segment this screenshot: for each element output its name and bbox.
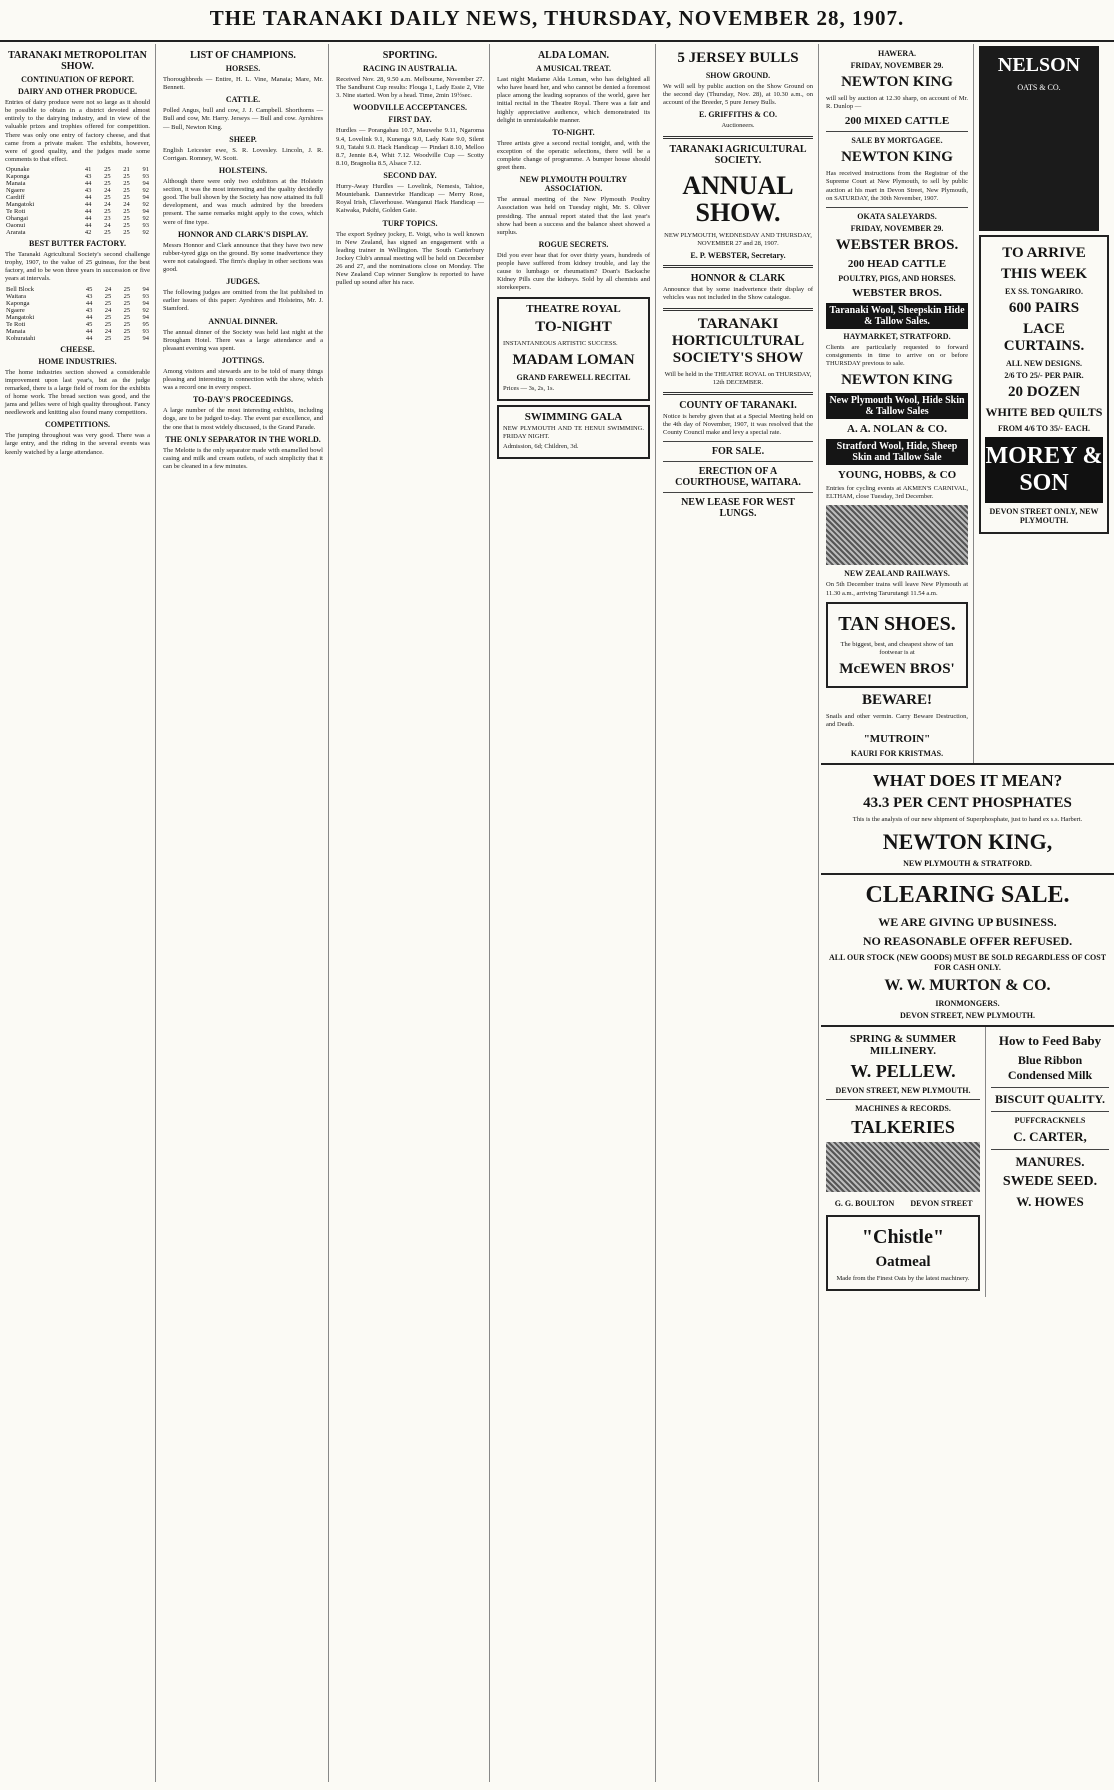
advert-sub: WE ARE GIVING UP BUSINESS. xyxy=(878,914,1057,929)
advert-title: BISCUIT QUALITY. xyxy=(994,1091,1106,1106)
article-text: Although there were only two exhibitors at the Holstein section, it was the most interesting and the quality decidedly good. The bull shown by the Society has now attained its full development, and was much admired by the breeders present. The same remarks might apply to the cows, which were of fine type. xyxy=(163,177,323,226)
advert-firm: C. CARTER, xyxy=(1013,1128,1087,1144)
advert-question: WHAT DOES IT MEAN? xyxy=(872,771,1063,791)
table-cell: 25 xyxy=(123,215,130,222)
morey-logo: MOREY & SON xyxy=(985,437,1103,503)
section-heading: BEST BUTTER FACTORY. xyxy=(28,239,126,248)
table-cell: 25 xyxy=(123,173,130,180)
table-cell: 44 xyxy=(84,208,92,215)
table-cell: 43 xyxy=(84,187,92,194)
table-cell: 25 xyxy=(123,187,130,194)
section-heading: A MUSICAL TREAT. xyxy=(536,64,611,73)
nelson-advert xyxy=(979,46,1109,231)
advert-text: NEW PLYMOUTH, WEDNESDAY AND THURSDAY, NOVEMBER 27 and 28, 1907. xyxy=(664,232,812,248)
article-text: Thoroughbreds — Entire, H. L. Vine, Manaia; Mare, Mr. Bennett. xyxy=(163,76,323,92)
advert-sub: EX SS. TONGARIRO. xyxy=(1005,287,1083,296)
article-text: Hurdles — Porangahau 10.7, Mauwehe 9.11, Ngaroma 9.4, Lovelink 9.1, Kunenga 9.0, Lady Kate 9.0, Silent 9.0, Tatahi 9.0. Hack Handicap — Pindari 8.10, Melloo 8.7, Jennie 8.4, Whit 7.12. Woodville Cup — Scotty 8.10, Bragnolia 8.5, Alsace 7.12. xyxy=(336,127,484,167)
curtains-advert xyxy=(979,235,1109,534)
advert-text: This is the analysis of our new shipment of Superphosphate, just to hand ex s.s. Harbert. xyxy=(852,816,1083,824)
table-cell: 43 xyxy=(84,173,92,180)
gramophone-illustration xyxy=(826,1142,980,1192)
masthead xyxy=(0,0,1114,42)
results-table-dairy xyxy=(5,166,150,236)
article-text: The Melotte is the only separator made with enamelled bowl casing and milk and cream outlets, of such simplicity that it can be cleaned in a few minutes. xyxy=(163,446,323,470)
table-row xyxy=(5,286,150,293)
nelson-oats-illustration xyxy=(979,46,1099,231)
table-cell: 25 xyxy=(104,229,111,236)
advert-price: FROM 4/6 TO 35/- EACH. xyxy=(998,424,1090,433)
article-text: Among visitors and stewards are to be told of many things pleasing and interesting in connection with the show, which was a record one in every respect. xyxy=(163,367,323,392)
notice-firm: WEBSTER BROS. xyxy=(835,236,959,253)
table-cell: 44 xyxy=(85,327,93,335)
table-cell: 25 xyxy=(104,334,112,342)
column-adverts xyxy=(821,44,1114,1782)
notice-heading: SALE BY MORTGAGEE. xyxy=(851,136,943,146)
article-text: Hurry-Away Hurdles — Lovelink, Nemesis, Tahioe, Mountebank. Dannevirke Handicap — Merry Rose, Royal Irish, Claverhouse. Wanganui Hack Handicap — Kaiwaka, Pakihi, Golden Gate. xyxy=(336,183,484,215)
notice-text: Clients are particularly requested to forward consignments in time to arrive on or before THURSDAY previous to sale. xyxy=(826,343,968,367)
table-cell: Mangatoki xyxy=(6,313,35,321)
advert-line: NO REASONABLE OFFER REFUSED. xyxy=(862,933,1073,948)
table-cell: 92 xyxy=(142,187,149,194)
table-row xyxy=(5,222,150,229)
section-heading: TURF TOPICS. xyxy=(382,218,438,228)
table-cell: 25 xyxy=(123,180,130,187)
table-cell: 94 xyxy=(142,285,149,293)
table-row xyxy=(5,194,150,201)
table-cell: Manaia xyxy=(6,327,26,335)
advert-title: MACHINES & RECORDS. xyxy=(855,1103,951,1113)
table-cell: 94 xyxy=(142,208,149,215)
table-cell: 92 xyxy=(142,306,149,314)
table-row xyxy=(5,180,150,187)
table-cell: 25 xyxy=(104,194,111,201)
advert-firm: E. GRIFFITHS & CO. xyxy=(698,110,777,120)
advert-address: DEVON STREET xyxy=(910,1198,973,1208)
section-heading: COMPETITIONS. xyxy=(44,420,111,430)
section-heading: SECOND DAY. xyxy=(383,171,437,180)
notice-heading: HAWERA. xyxy=(877,49,916,58)
table-row xyxy=(5,208,150,215)
advert-trade: IRONMONGERS. xyxy=(935,998,1000,1008)
article-subheading: CONTINUATION OF REPORT. xyxy=(21,75,134,84)
table-cell: 25 xyxy=(123,229,130,236)
advert-big: TAN SHOES. xyxy=(838,612,956,635)
advert-firm-role: Auctioneers. xyxy=(721,122,755,130)
table-cell: 25 xyxy=(123,327,131,335)
advert-big: WHITE BED QUILTS xyxy=(985,405,1103,419)
notice-banner: Taranaki Wool, Sheepskin Hide & Tallow Sales. xyxy=(826,303,968,329)
table-cell: Bell Block xyxy=(6,285,34,293)
table-cell: Kaponga xyxy=(6,299,30,307)
railway-illustration xyxy=(826,505,968,565)
table-cell: Ngaere xyxy=(6,306,25,314)
advert-prices: Prices — 3s, 2s, 1s. xyxy=(503,384,555,392)
table-cell: 25 xyxy=(104,313,112,321)
swimming-advert xyxy=(497,405,650,459)
table-cell: Kaponga xyxy=(6,173,30,180)
advert-price: 2/6 TO 25/- PER PAIR. xyxy=(1004,371,1084,380)
advert-firm: W. W. MURTON & CO. xyxy=(884,976,1051,994)
theatre-advert xyxy=(497,297,650,401)
advert-secretary: E. P. WEBSTER, Secretary. xyxy=(690,251,786,261)
advert-address: DEVON STREET, NEW PLYMOUTH. xyxy=(835,1085,971,1095)
advert-firm: W. HOWES xyxy=(1016,1193,1084,1209)
table-row xyxy=(5,215,150,222)
section-heading: HOME INDUSTRIES. xyxy=(38,356,117,366)
table-row xyxy=(5,314,150,321)
advert-text: ALL OUR STOCK (NEW GOODS) MUST BE SOLD REGARDLESS OF COST FOR CASH ONLY. xyxy=(828,952,1107,972)
column-show-report xyxy=(0,44,156,1782)
table-cell: 44 xyxy=(84,215,92,222)
table-cell: 25 xyxy=(123,334,131,342)
section-heading: TO-DAY'S PROCEEDINGS. xyxy=(192,395,294,405)
shoes-advert xyxy=(826,602,968,688)
table-cell: 92 xyxy=(142,215,149,222)
notice-firm: NEWTON KING xyxy=(841,74,953,90)
advert-address: NEW PLYMOUTH & STRATFORD. xyxy=(903,859,1032,869)
oatmeal-advert xyxy=(826,1215,980,1291)
table-cell: 43 xyxy=(85,306,93,314)
table-row xyxy=(5,187,150,194)
notice-heading: POULTRY, PIGS, AND HORSES. xyxy=(838,273,956,283)
notice-text: Snails and other vermin. Carry Beware Destruction, and Death. xyxy=(826,712,968,728)
nelson-logo-text: NELSON xyxy=(997,54,1081,76)
table-cell: 25 xyxy=(123,320,131,328)
article-heading: ALDA LOMAN. xyxy=(537,50,610,61)
article-text: The export Sydney jockey, E. Voigt, who is well known in New Zealand, has signed an engagement with a leading trainer in Wellington. The South Canterbury Jockey Club's annual meeting will be held on December 26 and 27, and the nominations close on Monday. The New Zealand Cup winner Sunglow is reported to have pulled up sound after his race. xyxy=(336,230,484,287)
article-heading: TARANAKI METROPOLITAN SHOW. xyxy=(8,50,147,72)
article-text: English Leicester ewe, S. R. Lovesley. Lincoln, J. R. Corrigan. Romney, W. Scott. xyxy=(163,146,323,162)
notice-firm: "MUTROIN" xyxy=(863,733,931,746)
table-cell: 24 xyxy=(104,201,111,208)
section-heading: SHEEP. xyxy=(229,134,257,144)
advert-text: We will sell by public auction on the Show Ground on the second day (Thursday, Nov. 28), at 10.30 a.m., on account of the Breeder, 5 pure Jersey Bulls. xyxy=(663,83,813,107)
table-cell: 44 xyxy=(84,180,92,187)
table-cell: 93 xyxy=(142,327,149,335)
table-cell: Te Roti xyxy=(6,320,26,328)
advert-big: 43.3 PER CENT PHOSPHATES xyxy=(863,795,1072,812)
table-cell: 25 xyxy=(104,180,111,187)
advert-title: 5 JERSEY BULLS xyxy=(677,50,799,66)
display-adverts xyxy=(974,44,1114,763)
table-cell: 21 xyxy=(123,166,130,173)
notice-firm: NEWTON KING xyxy=(841,372,953,389)
table-row xyxy=(5,307,150,314)
section-heading: HORSES. xyxy=(225,64,261,73)
notice-firm: BEWARE! xyxy=(861,691,932,708)
newspaper-title: THE TARANAKI DAILY NEWS, THURSDAY, NOVEMBER 28, 1907. xyxy=(209,6,905,30)
advert-address: DEVON STREET ONLY, NEW PLYMOUTH. xyxy=(989,507,1099,525)
column-notices xyxy=(658,44,819,1782)
article-heading: SPORTING. xyxy=(382,50,438,61)
section-heading: RACING IN AUSTRALIA. xyxy=(362,64,457,73)
table-cell: 25 xyxy=(123,292,131,300)
article-text: Polled Angus, bull and cow, J. J. Campbell. Shorthorns — Bull and cow, Mr. Harry. Jerseys — Bull and cow. Ayrshires — Bull, Newton King. xyxy=(163,107,323,131)
notice-text: will sell by auction at 12.30 sharp, on account of Mr. R. Dunlop — xyxy=(826,95,968,111)
advert-firm: G. G. BOULTON xyxy=(834,1198,895,1208)
column-music xyxy=(492,44,656,1782)
table-cell: 24 xyxy=(104,187,111,194)
table-cell: Waitara xyxy=(6,292,27,300)
section-heading: ANNUAL DINNER. xyxy=(208,316,278,326)
table-row xyxy=(5,300,150,307)
advert-firm: McEWEN BROS' xyxy=(839,660,955,677)
table-cell: 25 xyxy=(104,208,111,215)
table-cell: 24 xyxy=(104,306,112,314)
table-cell: 24 xyxy=(123,201,130,208)
notice-text: Has received instructions from the Registrar of the Supreme Court at New Plymouth, to sell by public auction at his mart in Devon Street, New Plymouth, on SATURDAY, the 30th November, 1907. xyxy=(826,170,968,202)
table-cell: 24 xyxy=(104,222,111,229)
table-cell: 25 xyxy=(104,320,112,328)
notice-heading: NEW ZEALAND RAILWAYS. xyxy=(844,569,950,579)
table-cell: Te Roti xyxy=(6,208,26,215)
notice-big: 200 MIXED CATTLE xyxy=(844,115,950,128)
article-text: A large number of the most interesting exhibits, including dogs, are to be judged to-day. The event par excellence, and the one that is most widely discussed, is the Grand Parade. xyxy=(163,407,323,431)
table-cell: Oaonui xyxy=(6,222,26,229)
section-heading: HONNOR AND CLARK'S DISPLAY. xyxy=(177,229,309,239)
advert-text: Made from the Finest Oats by the latest machinery. xyxy=(836,1274,970,1282)
table-row xyxy=(5,335,150,342)
advert-title: SPRING & SUMMER MILLINERY. xyxy=(849,1032,957,1057)
advert-title: COUNTY OF TARANAKI. xyxy=(679,399,797,411)
table-row xyxy=(5,173,150,180)
table-row xyxy=(5,201,150,208)
table-cell: 45 xyxy=(85,320,93,328)
advert-title: NEW LEASE FOR WEST LUNGS. xyxy=(681,497,795,520)
article-text: The following judges are omitted from the list published in earlier issues of this paper: Ayrshires and Holsteins, Mr. J. Stamford. xyxy=(163,289,323,313)
advert-firm: NEWTON KING, xyxy=(882,829,1053,855)
table-cell: 25 xyxy=(123,306,131,314)
section-heading: NEW PLYMOUTH POULTRY ASSOCIATION. xyxy=(519,175,628,194)
article-text: Did you ever hear that for over thirty years, hundreds of people have suffered from kidney trouble, and lay the cause to lumbago or rheumatism? Doan's Backache Kidney Pills cure the kidneys. Sold by all chemists and storekeepers. xyxy=(497,251,650,292)
side-adverts xyxy=(986,1027,1114,1297)
advert-big: 20 DOZEN xyxy=(1007,384,1081,400)
advert-big: TALKERIES xyxy=(851,1116,955,1137)
table-cell: 92 xyxy=(142,201,149,208)
advert-title: THEATRE ROYAL xyxy=(526,302,621,315)
table-cell: Opunake xyxy=(6,166,30,173)
notice-heading: HAYMARKET, STRATFORD. xyxy=(843,331,951,341)
advert-title: SWIMMING GALA xyxy=(524,410,623,423)
advert-big: CLEARING SALE. xyxy=(865,882,1070,909)
notice-firm: WEBSTER BROS. xyxy=(852,286,942,299)
article-text: The jumping throughout was very good. There was a large entry, and the riding in the several events was keenly watched by a large attendance. xyxy=(5,432,150,456)
table-cell: 25 xyxy=(123,222,130,229)
article-text: The Taranaki Agricultural Society's second challenge trophy, 1907, to the value of 25 guineas, for the best factory, and to be won three years in succession or five years at intervals. xyxy=(5,251,150,283)
article-text: The annual dinner of the Society was held last night at the Brougham Hotel. There was a large attendance and a pleasant evening was spent. xyxy=(163,328,323,352)
table-cell: 94 xyxy=(142,194,149,201)
notice-firm: A. A. NOLAN & CO. xyxy=(847,423,947,436)
table-cell: 44 xyxy=(85,313,93,321)
table-cell: Manaia xyxy=(6,180,26,187)
table-cell: 93 xyxy=(142,292,149,300)
advert-subtitle: TO-NIGHT xyxy=(535,318,612,335)
table-cell: 43 xyxy=(85,292,93,300)
table-cell: 24 xyxy=(104,327,112,335)
advert-firm: W. PELLEW. xyxy=(850,1060,956,1081)
table-cell: 25 xyxy=(123,208,130,215)
table-cell: 24 xyxy=(104,285,112,293)
table-cell: 25 xyxy=(104,299,112,307)
table-cell: 93 xyxy=(142,222,149,229)
column-sporting xyxy=(331,44,490,1782)
table-cell: 25 xyxy=(123,285,131,293)
notice-heading: FRIDAY, NOVEMBER 29. xyxy=(850,61,944,70)
advert-title: PUFFCRACKNELS xyxy=(1014,1115,1086,1125)
notice-text: On 5th December trains will leave New Plymouth at 11.30 a.m., arriving Tarurutangi 11.54 a.m. xyxy=(826,581,968,597)
table-cell: 42 xyxy=(84,229,92,236)
notice-firm: YOUNG, HOBBS, & CO xyxy=(837,469,957,482)
table-cell: 45 xyxy=(85,285,93,293)
advert-subtitle: SHOW GROUND. xyxy=(705,71,771,80)
table-cell: Ohangai xyxy=(6,215,29,222)
table-cell: 95 xyxy=(142,320,149,328)
section-heading: JUDGES. xyxy=(226,277,260,287)
article-text: Entries of dairy produce were not so large as it should be possible to obtain in a district devoted almost entirely to the dairying industry, and in view of the valuable prizes and trophies offered for competition. There was only one entry of factory cheese, and that came from a private maker. The exhibits, however, were of good quality, and the judges made some comments to that effect. xyxy=(5,99,150,163)
advert-title: ERECTION OF A COURTHOUSE, WAITARA. xyxy=(675,466,801,489)
table-cell: Ngaere xyxy=(6,187,25,194)
table-cell: 94 xyxy=(142,180,149,187)
table-cell: 25 xyxy=(104,166,111,173)
table-row xyxy=(5,321,150,328)
table-cell: Cardiff xyxy=(6,194,25,201)
notice-heading: OKATA SALEYARDS. xyxy=(857,211,937,221)
notice-banner: Stratford Wool, Hide, Sheep Skin and Tallow Sale xyxy=(826,439,968,465)
advert-title: TARANAKI HORTICULTURAL SOCIETY'S SHOW xyxy=(671,315,805,366)
advert-sub: ALL NEW DESIGNS. xyxy=(1005,359,1083,368)
section-heading: CATTLE. xyxy=(225,95,261,105)
clearing-sale-advert xyxy=(821,873,1114,1024)
table-cell: 94 xyxy=(142,313,149,321)
advert-big: SWEDE SEED. xyxy=(1002,1173,1098,1189)
table-cell: 25 xyxy=(104,292,112,300)
section-heading: ROGUE SECRETS. xyxy=(538,239,609,249)
sale-notices xyxy=(821,44,974,763)
table-row xyxy=(5,293,150,300)
section-heading: JOTTINGS. xyxy=(221,355,265,365)
notice-big: 200 HEAD CATTLE xyxy=(847,257,947,270)
table-cell: 25 xyxy=(123,313,131,321)
advert-prices: Admission, 6d; Children, 3d. xyxy=(503,443,579,450)
advert-text: Notice is hereby given that at a Special Meeting held on the 4th day of November, 1907, it was resolved that the County Council make and levy a special rate. xyxy=(663,412,813,437)
table-cell: Kohuratahi xyxy=(6,334,36,342)
table-cell: 25 xyxy=(104,173,111,180)
advert-big: LACE CURTAINS. xyxy=(1003,321,1085,354)
notice-heading: KAURI FOR KRISTMAS. xyxy=(850,749,944,759)
advert-name: MADAM LOMAN xyxy=(512,351,635,368)
advert-text: Announce that by some inadvertence their display of vehicles was not included in the Show catalogue. xyxy=(663,286,813,302)
section-heading: HOLSTEINS. xyxy=(218,165,268,175)
article-text: Three artists give a second recital tonight, and, with the exception of the operatic selections, there will be a complete change of programme. A bumper house should greet them. xyxy=(497,139,650,172)
advert-text: INSTANTANEOUS ARTISTIC SUCCESS. xyxy=(503,339,618,347)
section-heading: DAIRY AND OTHER PRODUCE. xyxy=(18,87,137,96)
advert-text: The biggest, best, and cheapest show of tan footwear is at xyxy=(840,640,954,656)
section-heading: WOODVILLE ACCEPTANCES. xyxy=(352,103,468,113)
article-text: The home industries section showed a considerable improvement upon last year's, but as the judge remarked, there is a large field of room for the exhibits of home work. The bread section was good, and the jams and jellies were of high quality throughout. Fancy needlework and knitting also found many competitors. xyxy=(5,368,150,417)
notice-firm: NEWTON KING xyxy=(841,149,953,166)
table-cell: 44 xyxy=(85,334,93,342)
article-text: Received Nov. 28, 9.50 a.m. Melbourne, November 27. The Sandhurst Cup results: Flouga 1, Lady Essie 2, Vite 3. Nine started. Won by a head. Time, 2min 19½sec. xyxy=(336,76,484,100)
phosphate-advert xyxy=(821,763,1114,873)
advert-title: How to Feed Baby xyxy=(998,1032,1102,1048)
table-cell: 91 xyxy=(142,166,149,173)
advert-text: Will be held in the THEATRE ROYAL on THURSDAY, 12th DECEMBER. xyxy=(664,370,812,386)
advert-big: "Chistle" xyxy=(861,1225,945,1248)
notice-heading: FRIDAY, NOVEMBER 29. xyxy=(850,223,944,233)
article-heading: LIST OF CHAMPIONS. xyxy=(190,50,296,61)
advert-title: Blue Ribbon Condensed Milk xyxy=(1007,1052,1093,1082)
nelson-tagline: OATS & CO. xyxy=(1017,83,1061,92)
table-cell: 41 xyxy=(84,166,92,173)
table-cell: 25 xyxy=(123,194,130,201)
section-heading: THE ONLY SEPARATOR IN THE WORLD. xyxy=(165,434,321,444)
table-cell: 94 xyxy=(142,334,149,342)
table-row xyxy=(5,328,150,335)
section-heading: FIRST DAY. xyxy=(388,115,432,125)
table-cell: 44 xyxy=(84,222,92,229)
table-cell: 93 xyxy=(142,173,149,180)
advert-text: NEW PLYMOUTH AND TE HENUI SWIMMING. FRIDAY NIGHT. xyxy=(503,424,644,440)
table-cell: 44 xyxy=(84,194,92,201)
table-cell: 25 xyxy=(123,299,131,307)
advert-sub: Oatmeal xyxy=(875,1253,931,1270)
table-row xyxy=(5,229,150,236)
table-cell: Mangatoki xyxy=(6,201,35,208)
advert-detail: GRAND FAREWELL RECITAL xyxy=(516,372,631,382)
advert-big: ANNUAL SHOW. xyxy=(682,170,794,227)
table-cell: Ararata xyxy=(6,229,26,236)
section-heading: CHEESE. xyxy=(60,344,95,354)
table-cell: 94 xyxy=(142,299,149,307)
advert-line: TO ARRIVE xyxy=(1002,245,1086,261)
article-text: Messrs Honnor and Clark announce that they have two new rubber-tyred gigs on the ground. By some inadvertence they were not catalogued. The firm's display in other sections was good. xyxy=(163,241,323,273)
article-text: The annual meeting of the New Plymouth Poultry Association was held on Tuesday night, Mr. S. Oliver presiding. The annual report stated that the last year's show had been a success and the balance sheet showed a surplus. xyxy=(497,196,650,236)
table-cell: 23 xyxy=(104,215,111,222)
table-cell: 92 xyxy=(142,229,149,236)
advert-title: FOR SALE. xyxy=(711,446,765,458)
advert-title: TARANAKI AGRICULTURAL SOCIETY. xyxy=(669,143,807,166)
advert-address: DEVON STREET, NEW PLYMOUTH. xyxy=(899,1010,1036,1020)
results-table-factory xyxy=(5,286,150,342)
table-cell: 44 xyxy=(85,299,93,307)
main-adverts xyxy=(821,1027,986,1297)
advert-big: 600 PAIRS xyxy=(1008,300,1080,316)
section-heading: TO-NIGHT. xyxy=(552,127,595,137)
notice-banner: New Plymouth Wool, Hide Skin & Tallow Sales xyxy=(826,393,968,419)
advert-title: MANURES. xyxy=(1015,1153,1085,1169)
advert-title: HONNOR & CLARK xyxy=(690,273,786,285)
advert-line: THIS WEEK xyxy=(1000,266,1087,282)
table-cell: 44 xyxy=(84,201,92,208)
table-row xyxy=(5,166,150,173)
notice-text: Entries for cycling events at AKMEN'S CARNIVAL, ELTHAM, close Tuesday, 3rd December. xyxy=(826,485,968,501)
column-champions xyxy=(158,44,329,1782)
article-text: Last night Madame Alda Loman, who has delighted all who have heard her, and who cannot be denied a foremost place among the leading sopranos of the world, gave her initial recital in the Theatre Royal. There was a fair and highly appreciative audience, which demonstrated its delight in unmistakable manner. xyxy=(497,76,650,124)
